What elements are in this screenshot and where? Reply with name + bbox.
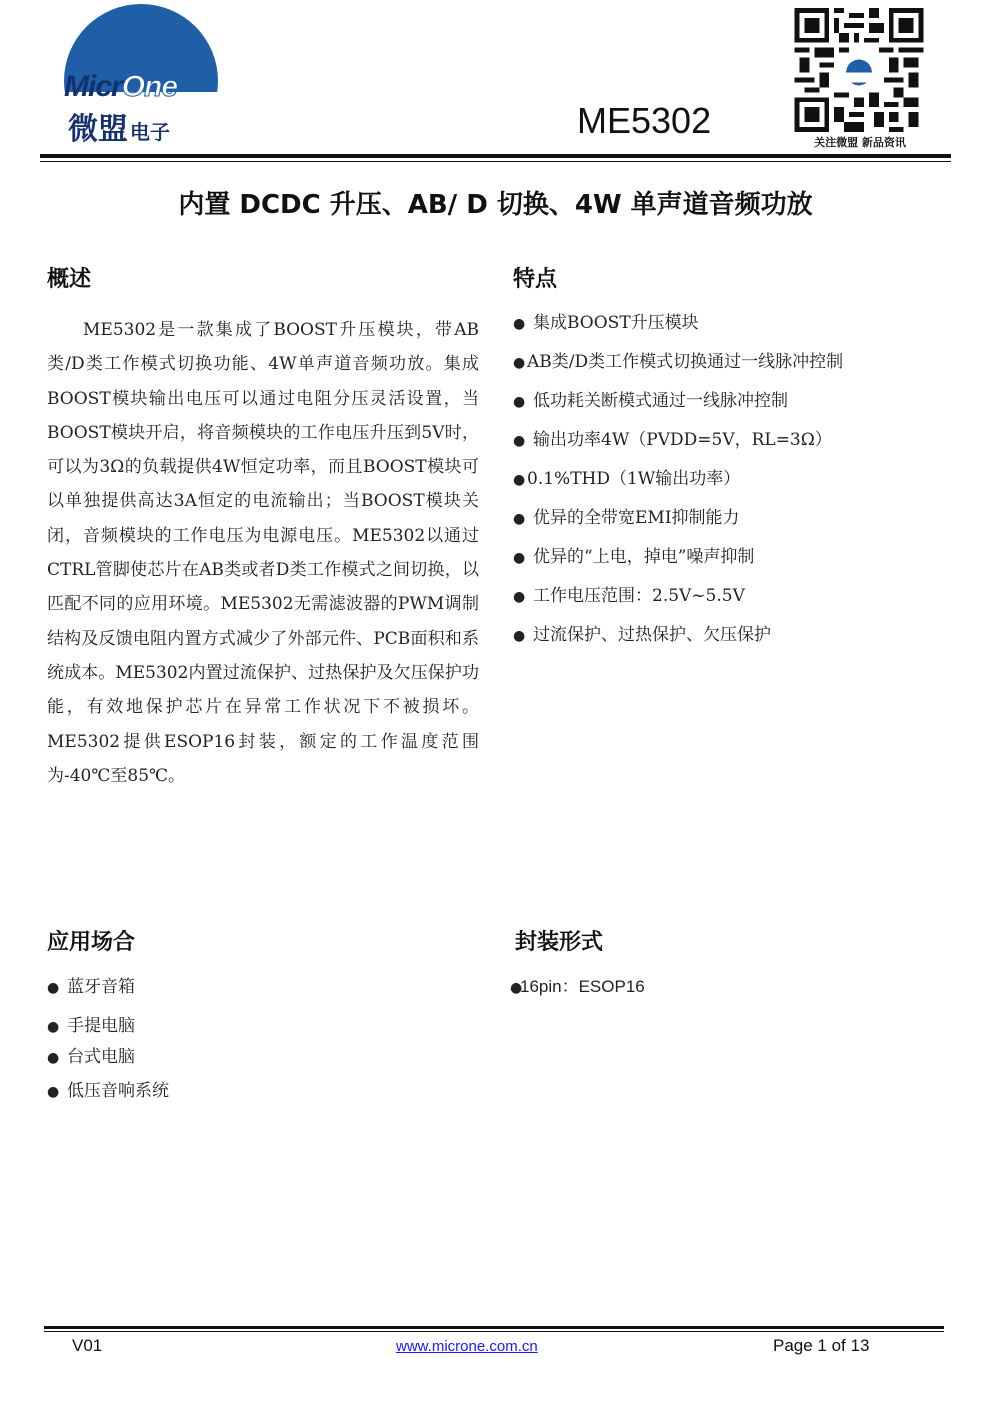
qr-code-icon <box>794 8 924 132</box>
list-item: ● 优异的“上电，掉电”噪声抑制 <box>513 547 755 567</box>
list-item: ● 优异的全带宽EMI抑制能力 <box>513 508 740 528</box>
company-logo <box>60 4 225 147</box>
list-item: ● 台式电脑 <box>47 1047 135 1067</box>
bullet-icon: ● <box>513 316 526 332</box>
list-item: ● 输出功率4W（PVDD=5V，RL=3Ω） <box>513 430 832 450</box>
bullet-icon: ● <box>47 980 60 996</box>
list-item: ● 手提电脑 <box>47 1016 135 1036</box>
bullet-icon: ● <box>47 1084 60 1100</box>
features-heading: 特点 <box>513 267 558 292</box>
overview-heading: 概述 <box>47 267 92 292</box>
part-number: ME5302 <box>577 100 712 141</box>
bullet-icon: ● <box>513 355 526 371</box>
qr-caption: 关注微盟 新品资讯 <box>814 136 906 149</box>
bullet-icon: ● <box>513 628 526 644</box>
list-item: ● 0.1%THD（1W输出功率） <box>513 469 741 489</box>
list-item: ● 蓝牙音箱 <box>47 977 135 997</box>
document-title: 内置 DCDC 升压、AB/ D 切换、4W 单声道音频功放 <box>178 190 813 220</box>
list-item: ● 低功耗关断模式通过一线脉冲控制 <box>513 391 788 411</box>
features-list <box>513 308 843 659</box>
bullet-icon: ● <box>513 472 526 488</box>
list-item: ● 过流保护、过热保护、欠压保护 <box>513 625 771 645</box>
version-label: V01 <box>72 1336 103 1355</box>
package-list <box>510 972 645 1006</box>
applications-heading: 应用场合 <box>47 930 136 955</box>
bullet-icon: ● <box>513 550 526 566</box>
bullet-icon: ● <box>513 433 526 449</box>
bullet-icon: ● <box>510 980 523 996</box>
bullet-icon: ● <box>47 1019 60 1035</box>
bullet-icon: ● <box>47 1050 60 1066</box>
list-item: ● 工作电压范围：2.5V~5.5V <box>513 586 745 606</box>
header-rule <box>40 154 951 158</box>
footer-rule <box>44 1326 944 1329</box>
list-item: ● 低压音响系统 <box>47 1081 169 1101</box>
overview-paragraph: ME5302是一款集成了BOOST升压模块，带AB类/D类工作模式切换功能、4W单声道音频功放。集成BOOST模块输出电压可以通过电阻分压灵活设置，当BOOST模块开启，将音频模块的工作电压升压到5V时，可以为3Ω的负载提供4W恒定功率，而且BOOST模块可以单独提供高达3A恒定的电流输出；当BOOST模块关闭，音频模块的工作电压为电源电压。ME5302以通过CTRL管脚使芯片在AB类或者D类工作模式之间切换，以匹配不同的应用环境。ME5302无需滤波器的PWM调制结构及反馈电阻内置方式减少了外部元件、PCB面积和系统成本。ME5302内置过流保护、过热保护及欠压保护功能，有效地保护芯片在异常工作状况下不被损坏。ME5302提供ESOP16封装，额定的工作温度范围为-40℃至85℃。 <box>47 320 479 786</box>
bullet-icon: ● <box>513 511 526 527</box>
website-link[interactable]: www.microne.com.cn <box>396 1338 538 1355</box>
list-item: ●16pin：ESOP16 <box>510 977 645 996</box>
package-heading: 封装形式 <box>515 930 604 955</box>
logo-text-cn: 微盟 电子 <box>68 112 170 147</box>
page-number: Page 1 of 13 <box>773 1336 870 1355</box>
logo-text-en: MicrOne <box>64 70 178 103</box>
list-item: ● AB类/D类工作模式切换通过一线脉冲控制 <box>513 352 844 372</box>
bullet-icon: ● <box>513 394 526 410</box>
applications-list <box>47 972 169 1110</box>
overview-text <box>47 313 479 793</box>
list-item: ● 集成BOOST升压模块 <box>513 313 699 333</box>
bullet-icon: ● <box>513 589 526 605</box>
